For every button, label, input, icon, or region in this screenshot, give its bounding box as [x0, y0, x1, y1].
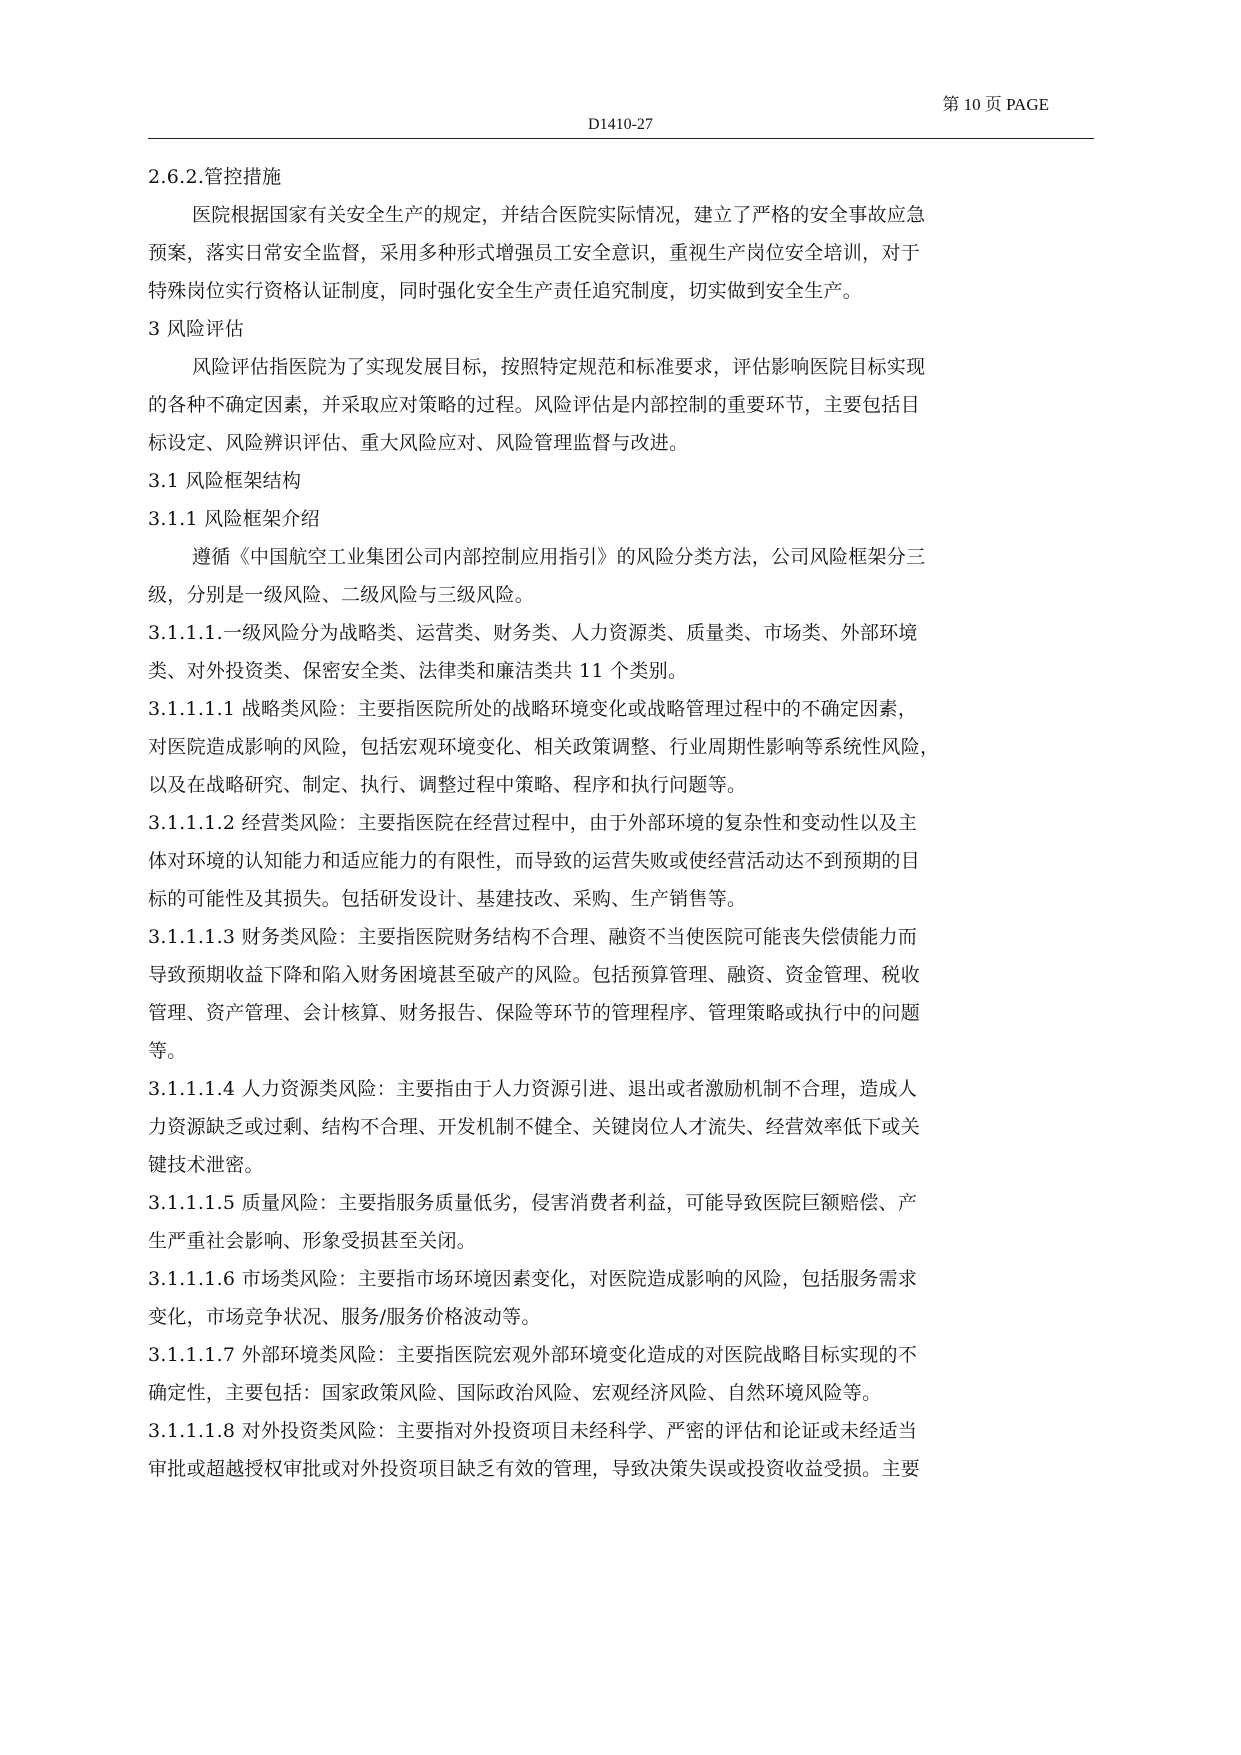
body-text-line: 的各种不确定因素，并采取应对策略的过程。风险评估是内部控制的重要环节，主要包括目: [148, 394, 921, 416]
body-text-line: 级，分别是一级风险、二级风险与三级风险。: [148, 584, 535, 606]
body-text-line: 体对环境的认知能力和适应能力的有限性，而导致的运营失败或使经营活动达不到预期的目: [148, 850, 921, 872]
body-text-line: 管理、资产管理、会计核算、财务报告、保险等环节的管理程序、管理策略或执行中的问题: [148, 1002, 921, 1024]
body-text-line: 风险评估指医院为了实现发展目标，按照特定规范和标准要求，评估影响医院目标实现: [192, 356, 926, 378]
body-text-line: 力资源缺乏或过剩、结构不合理、开发机制不健全、关键岗位人才流失、经营效率低下或关: [148, 1116, 921, 1138]
body-text-line: 变化，市场竞争状况、服务/服务价格波动等。: [148, 1306, 541, 1328]
body-text-line: 3.1.1.1.3 财务类风险：主要指医院财务结构不合理、融资不当使医院可能丧失偿债能力而: [148, 926, 918, 948]
header-divider: [148, 138, 1094, 139]
body-text-line: 等。: [148, 1040, 187, 1062]
section-heading: 3 风险评估: [148, 318, 244, 340]
body-text-line: 导致预期收益下降和陷入财务困境甚至破产的风险。包括预算管理、融资、资金管理、税收: [148, 964, 921, 986]
body-text-line: 3.1.1.1.6 市场类风险：主要指市场环境因素变化，对医院造成影响的风险，包括服务需求: [148, 1268, 918, 1290]
body-text-line: 3.1.1.1.一级风险分为战略类、运营类、财务类、人力资源类、质量类、市场类、外部环境: [148, 622, 918, 644]
body-text-line: 键技术泄密。: [148, 1154, 264, 1176]
body-text-line: 遵循《中国航空工业集团公司内部控制应用指引》的风险分类方法，公司风险框架分三: [192, 546, 926, 568]
body-text-line: 标设定、风险辨识评估、重大风险应对、风险管理监督与改进。: [148, 432, 689, 454]
body-text-line: 审批或超越授权审批或对外投资项目缺乏有效的管理，导致决策失误或投资收益受损。主要: [148, 1458, 921, 1480]
body-text-line: 3.1.1.1.1 战略类风险：主要指医院所处的战略环境变化或战略管理过程中的不确定因素，: [148, 698, 918, 720]
section-heading: 2.6.2.管控措施: [148, 166, 282, 188]
body-text-line: 3.1.1.1.8 对外投资类风险：主要指对外投资项目未经科学、严密的评估和论证或未经适当: [148, 1420, 918, 1442]
body-text-line: 3.1.1.1.5 质量风险：主要指服务质量低劣，侵害消费者利益，可能导致医院巨额赔偿、产: [148, 1192, 918, 1214]
section-heading: 3.1.1 风险框架介绍: [148, 508, 320, 530]
body-text-line: 标的可能性及其损失。包括研发设计、基建技改、采购、生产销售等。: [148, 888, 747, 910]
body-text-line: 3.1.1.1.7 外部环境类风险：主要指医院宏观外部环境变化造成的对医院战略目标实现的不: [148, 1344, 918, 1366]
body-text-line: 3.1.1.1.2 经营类风险：主要指医院在经营过程中，由于外部环境的复杂性和变动性以及主: [148, 812, 918, 834]
body-text-line: 类、对外投资类、保密安全类、法律类和廉洁类共 11 个类别。: [148, 660, 688, 682]
document-code: D1410-27: [588, 116, 653, 133]
body-text-line: 对医院造成影响的风险，包括宏观环境变化、相关政策调整、行业周期性影响等系统性风险，: [148, 736, 940, 758]
body-text-line: 生严重社会影响、形象受损甚至关闭。: [148, 1230, 477, 1252]
body-text-line: 预案，落实日常安全监督，采用多种形式增强员工安全意识，重视生产岗位安全培训，对于: [148, 242, 921, 264]
body-text-line: 以及在战略研究、制定、执行、调整过程中策略、程序和执行问题等。: [148, 774, 747, 796]
body-text-line: 3.1.1.1.4 人力资源类风险：主要指由于人力资源引进、退出或者激励机制不合理，造成人: [148, 1078, 918, 1100]
page-number: 第 10 页 PAGE: [942, 95, 1049, 114]
section-heading: 3.1 风险框架结构: [148, 470, 302, 492]
body-text-line: 特殊岗位实行资格认证制度，同时强化安全生产责任追究制度，切实做到安全生产。: [148, 280, 863, 302]
body-text-line: 医院根据国家有关安全生产的规定，并结合医院实际情况，建立了严格的安全事故应急: [192, 204, 926, 226]
document-body: [148, 158, 1094, 1488]
body-text-line: 确定性，主要包括：国家政策风险、国际政治风险、宏观经济风险、自然环境风险等。: [148, 1382, 882, 1404]
